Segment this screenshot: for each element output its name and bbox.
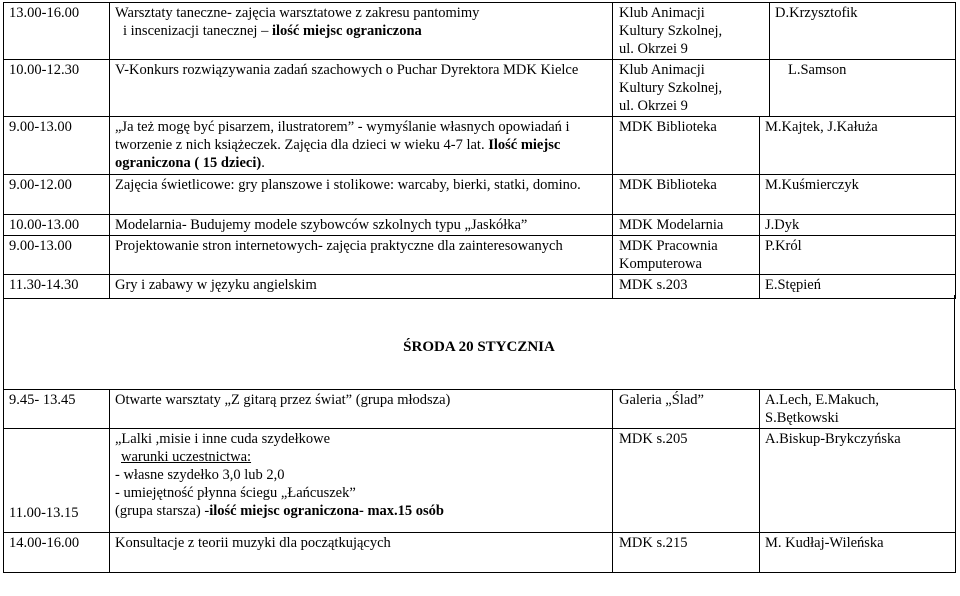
leader-cell: M.Kajtek, J.Kałuża: [760, 117, 956, 175]
location-cell: MDK Pracownia Komputerowa: [613, 236, 760, 275]
table-row: [4, 429, 956, 533]
location-cell: MDK s.203: [613, 275, 760, 299]
location-cell: Galeria „Ślad”: [613, 390, 760, 429]
activity-cell: Otwarte warsztaty „Z gitarą przez świat” (grupa młodsza): [110, 390, 613, 429]
leader-cell: E.Stępień: [760, 275, 956, 299]
activity-text-line2: i inscenizacji tanecznej – ilość miejsc ograniczona: [123, 23, 422, 39]
location-cell: Klub Animacji Kultury Szkolnej, ul. Okrzei 9: [613, 60, 770, 117]
leader-cell: L.Samson: [770, 60, 956, 117]
activity-cell: Zajęcia świetlicowe: gry planszowe i stolikowe: warcaby, bierki, statki, domino.: [110, 175, 613, 215]
time-cell: 14.00-16.00: [4, 533, 110, 573]
time-cell: 9.00-12.00: [4, 175, 110, 215]
table-row: [4, 3, 956, 60]
activity-cell: Projektowanie stron internetowych- zajęcia praktyczne dla zainteresowanych: [110, 236, 613, 275]
activity-cell: Modelarnia- Budujemy modele szybowców szkolnych typu „Jaskółka”: [110, 215, 613, 236]
day-title: ŚRODA 20 STYCZNIA: [403, 339, 555, 355]
time-cell: 13.00-16.00: [4, 3, 110, 60]
time-cell: 9.00-13.00: [4, 236, 110, 275]
leader-cell: P.Król: [760, 236, 956, 275]
location-cell: MDK Biblioteka: [613, 175, 760, 215]
activity-cell: „Ja też mogę być pisarzem, ilustratorem” - wymyślanie własnych opowiadań i tworzenie z nich książeczek. Zajęcia dla dzieci w wieku 4-7 lat. Ilość miejsc ograniczona ( 15 dzieci).: [110, 117, 613, 175]
limited-places-note: ilość miejsc ograniczona: [271, 23, 422, 39]
location-cell: MDK Biblioteka: [613, 117, 760, 175]
time-cell: 10.00-13.00: [4, 215, 110, 236]
time-cell: 9.45- 13.45: [4, 390, 110, 429]
activity-cell: [110, 3, 613, 60]
table-row: [4, 60, 956, 117]
conditions-label: warunki uczestnictwa:: [121, 449, 252, 465]
schedule-table-day2: [3, 389, 956, 573]
limited-places-note: Ilość miejsc ograniczona ( 15 dzieci): [115, 137, 561, 171]
table-row: [4, 390, 956, 429]
leader-cell: A.Biskup-Brykczyńska: [760, 429, 956, 533]
time-cell: 11.30-14.30: [4, 275, 110, 299]
activity-text: Warsztaty taneczne- zajęcia warsztatowe z zakresu pantomimy: [115, 5, 480, 21]
location-cell: Klub Animacji Kultury Szkolnej, ul. Okrzei 9: [613, 3, 770, 60]
schedule-table-day1: [3, 2, 956, 299]
limited-places-note: ilość miejsc ograniczona- max.15 osób: [209, 503, 444, 519]
time-cell: 10.00-12.30: [4, 60, 110, 117]
leader-cell: A.Lech, E.Makuch, S.Bętkowski: [760, 390, 956, 429]
day-heading-band: [3, 295, 955, 389]
table-row: [4, 215, 956, 236]
leader-cell: M. Kudłaj-Wileńska: [760, 533, 956, 573]
time-cell: 11.00-13.15: [4, 429, 110, 533]
activity-cell: „Lalki ,misie i inne cuda szydełkowe warunki uczestnictwa: - własne szydełko 3,0 lub 2,0 - umiejętność płynna ściegu „Łańcuszek” (grupa starsza) -ilość miejsc ograniczona- max.15 osób: [110, 429, 613, 533]
table-row: [4, 236, 956, 275]
location-cell: MDK s.205: [613, 429, 760, 533]
time-cell: 9.00-13.00: [4, 117, 110, 175]
location-cell: MDK Modelarnia: [613, 215, 760, 236]
activity-cell: V-Konkurs rozwiązywania zadań szachowych o Puchar Dyrektora MDK Kielce: [110, 60, 613, 117]
location-cell: MDK s.215: [613, 533, 760, 573]
table-row: [4, 175, 956, 215]
leader-cell: D.Krzysztofik: [770, 3, 956, 60]
activity-cell: Konsultacje z teorii muzyki dla początkujących: [110, 533, 613, 573]
activity-cell: Gry i zabawy w języku angielskim: [110, 275, 613, 299]
leader-cell: M.Kuśmierczyk: [760, 175, 956, 215]
table-row: [4, 117, 956, 175]
table-row: [4, 533, 956, 573]
leader-cell: J.Dyk: [760, 215, 956, 236]
